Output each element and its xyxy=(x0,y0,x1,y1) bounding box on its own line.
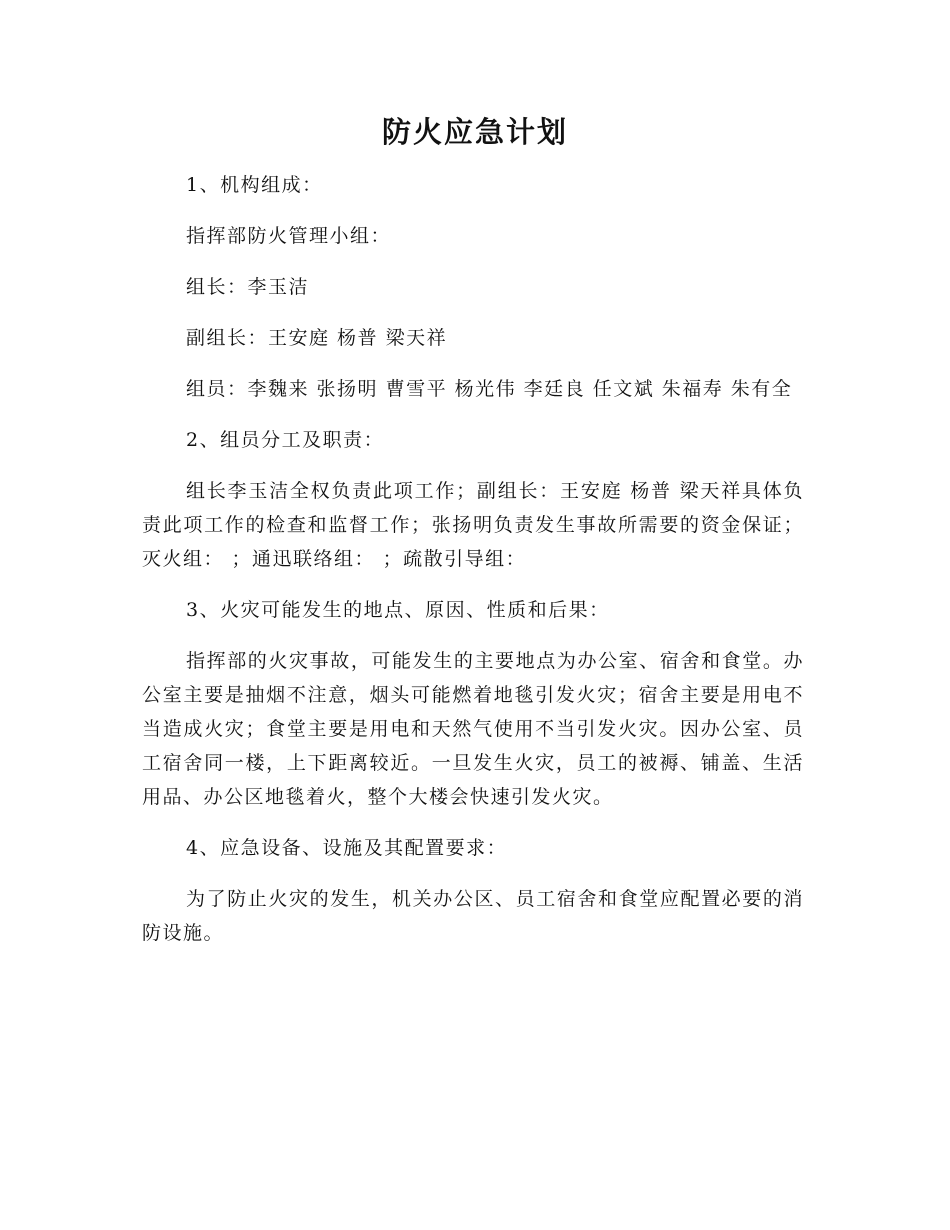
document-title: 防火应急计划 xyxy=(381,115,568,149)
paragraph-equipment: 为了防止火灾的发生，机关办公区、员工宿舍和食堂应配置必要的消防设施。 xyxy=(142,888,804,944)
paragraph-duties: 组长李玉洁全权负责此项工作；副组长：王安庭 杨普 梁天祥具体负责此项工作的检查和监督工作；张扬明负责发生事故所需要的资金保证；灭火组： ；通迅联络组： ；疏散引导组： xyxy=(142,480,804,570)
section-heading-fire-risks: 3、火灾可能发生的地点、原因、性质和后果： xyxy=(186,599,610,621)
paragraph-group-members: 组员：李魏来 张扬明 曹雪平 杨光伟 李廷良 任文斌 朱福寿 朱有全 xyxy=(186,378,793,400)
section-heading-equipment: 4、应急设备、设施及其配置要求： xyxy=(186,837,508,859)
paragraph-command-group: 指挥部防火管理小组： xyxy=(186,225,392,247)
paragraph-fire-risks: 指挥部的火灾事故，可能发生的主要地点为办公室、宿舍和食堂。办公室主要是抽烟不注意，烟头可能燃着地毯引发火灾；宿舍主要是用电不当造成火灾；食堂主要是用电和天然气使用不当引发火灾。因办公室、员工宿舍同一楼，上下距离较近。一旦发生火灾，员工的被褥、铺盖、生活用品、办公区地毯着火，整个大楼会快速引发火灾。 xyxy=(142,650,804,808)
section-heading-duties: 2、组员分工及职责： xyxy=(186,429,385,451)
paragraph-deputy-leaders: 副组长：王安庭 杨普 梁天祥 xyxy=(186,327,448,349)
document-body xyxy=(142,168,804,967)
paragraph-group-leader: 组长：李玉洁 xyxy=(186,276,310,298)
section-heading-organization: 1、机构组成： xyxy=(186,174,323,196)
